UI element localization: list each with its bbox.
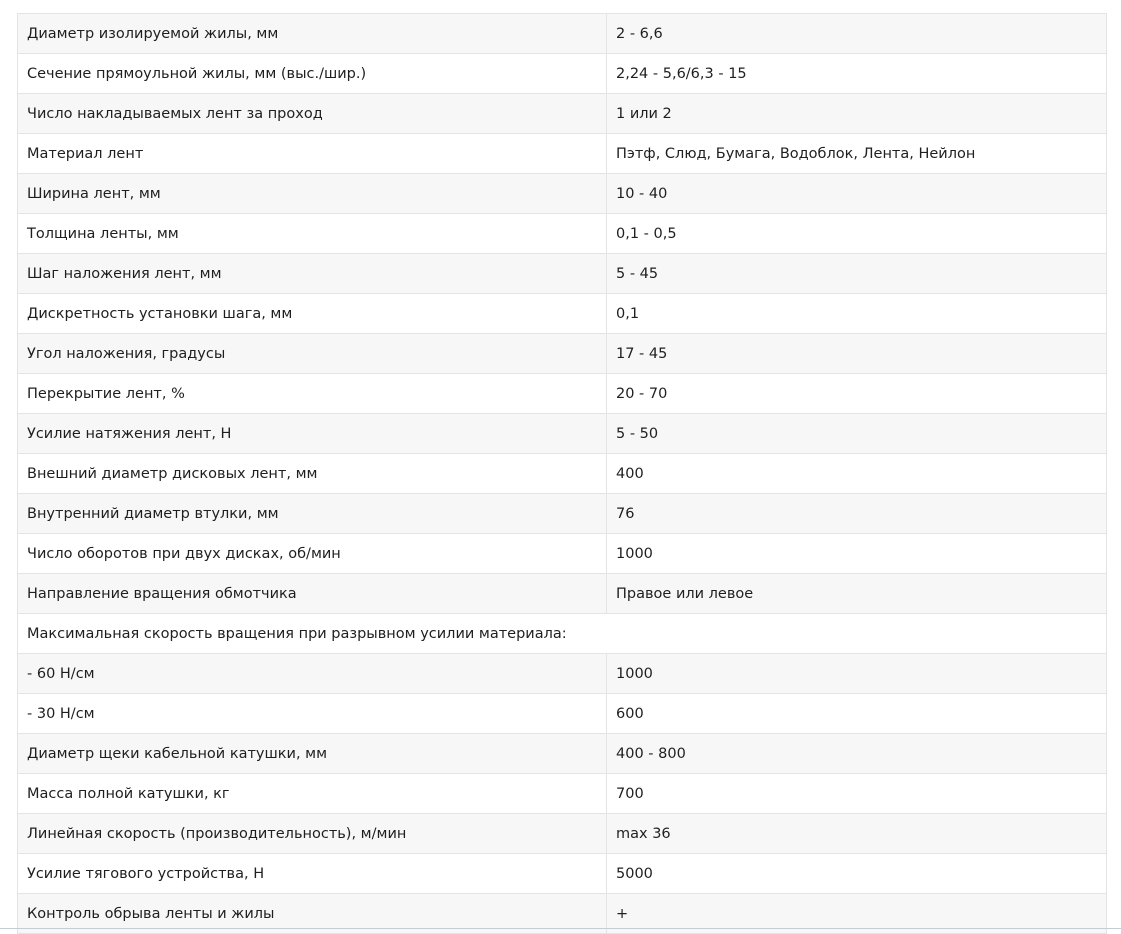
table-row [18, 574, 1107, 614]
spec-label-cell: Максимальная скорость вращения при разрывном усилии материала: [18, 614, 1107, 654]
table-row [18, 654, 1107, 694]
spec-value-cell: 0,1 [607, 294, 1107, 334]
spec-label-cell: Усилие натяжения лент, Н [18, 414, 607, 454]
spec-label-cell: Сечение прямоульной жилы, мм (выс./шир.) [18, 54, 607, 94]
spec-value-cell: 5000 [607, 854, 1107, 894]
spec-value-cell: + [607, 894, 1107, 934]
spec-label-cell: Шаг наложения лент, мм [18, 254, 607, 294]
spec-table-body [18, 14, 1107, 934]
table-row [18, 374, 1107, 414]
spec-value-cell: 700 [607, 774, 1107, 814]
table-row [18, 294, 1107, 334]
spec-label-cell: Усилие тягового устройства, Н [18, 854, 607, 894]
table-row [18, 334, 1107, 374]
spec-label-cell: Контроль обрыва ленты и жилы [18, 894, 607, 934]
spec-label-cell: Ширина лент, мм [18, 174, 607, 214]
spec-value-cell: 2 - 6,6 [607, 14, 1107, 54]
table-row [18, 494, 1107, 534]
table-row [18, 54, 1107, 94]
spec-value-cell: max 36 [607, 814, 1107, 854]
table-row [18, 774, 1107, 814]
spec-value-cell: 20 - 70 [607, 374, 1107, 414]
spec-label-cell: Направление вращения обмотчика [18, 574, 607, 614]
table-row [18, 134, 1107, 174]
spec-value-cell: 0,1 - 0,5 [607, 214, 1107, 254]
table-row [18, 534, 1107, 574]
spec-value-cell: 400 [607, 454, 1107, 494]
spec-value-cell: 2,24 - 5,6/6,3 - 15 [607, 54, 1107, 94]
spec-value-cell: Пэтф, Слюд, Бумага, Водоблок, Лента, Нейлон [607, 134, 1107, 174]
spec-label-cell: Число оборотов при двух дисках, об/мин [18, 534, 607, 574]
table-row [18, 814, 1107, 854]
spec-table [17, 13, 1107, 934]
spec-label-cell: Линейная скорость (производительность), м/мин [18, 814, 607, 854]
spec-label-cell: Масса полной катушки, кг [18, 774, 607, 814]
spec-value-cell: 5 - 45 [607, 254, 1107, 294]
spec-label-cell: Дискретность установки шага, мм [18, 294, 607, 334]
spec-value-cell: 1000 [607, 534, 1107, 574]
spec-label-cell: Число накладываемых лент за проход [18, 94, 607, 134]
spec-value-cell: 1000 [607, 654, 1107, 694]
spec-label-cell: Перекрытие лент, % [18, 374, 607, 414]
table-row [18, 694, 1107, 734]
spec-value-cell: 600 [607, 694, 1107, 734]
spec-value-cell: 76 [607, 494, 1107, 534]
spec-label-cell: Толщина ленты, мм [18, 214, 607, 254]
table-row [18, 614, 1107, 654]
table-row [18, 454, 1107, 494]
spec-label-cell: Диаметр щеки кабельной катушки, мм [18, 734, 607, 774]
table-row [18, 734, 1107, 774]
spec-value-cell: 17 - 45 [607, 334, 1107, 374]
table-row [18, 214, 1107, 254]
spec-label-cell: Диаметр изолируемой жилы, мм [18, 14, 607, 54]
spec-value-cell: 5 - 50 [607, 414, 1107, 454]
spec-label-cell: Внешний диаметр дисковых лент, мм [18, 454, 607, 494]
table-row [18, 94, 1107, 134]
spec-label-cell: Материал лент [18, 134, 607, 174]
spec-value-cell: 1 или 2 [607, 94, 1107, 134]
spec-label-cell: - 60 Н/см [18, 654, 607, 694]
table-row [18, 254, 1107, 294]
spec-label-cell: - 30 Н/см [18, 694, 607, 734]
table-row [18, 854, 1107, 894]
table-row [18, 14, 1107, 54]
spec-label-cell: Угол наложения, градусы [18, 334, 607, 374]
spec-value-cell: Правое или левое [607, 574, 1107, 614]
bottom-divider [0, 928, 1121, 929]
table-row [18, 174, 1107, 214]
spec-label-cell: Внутренний диаметр втулки, мм [18, 494, 607, 534]
table-row [18, 414, 1107, 454]
spec-value-cell: 10 - 40 [607, 174, 1107, 214]
spec-value-cell: 400 - 800 [607, 734, 1107, 774]
